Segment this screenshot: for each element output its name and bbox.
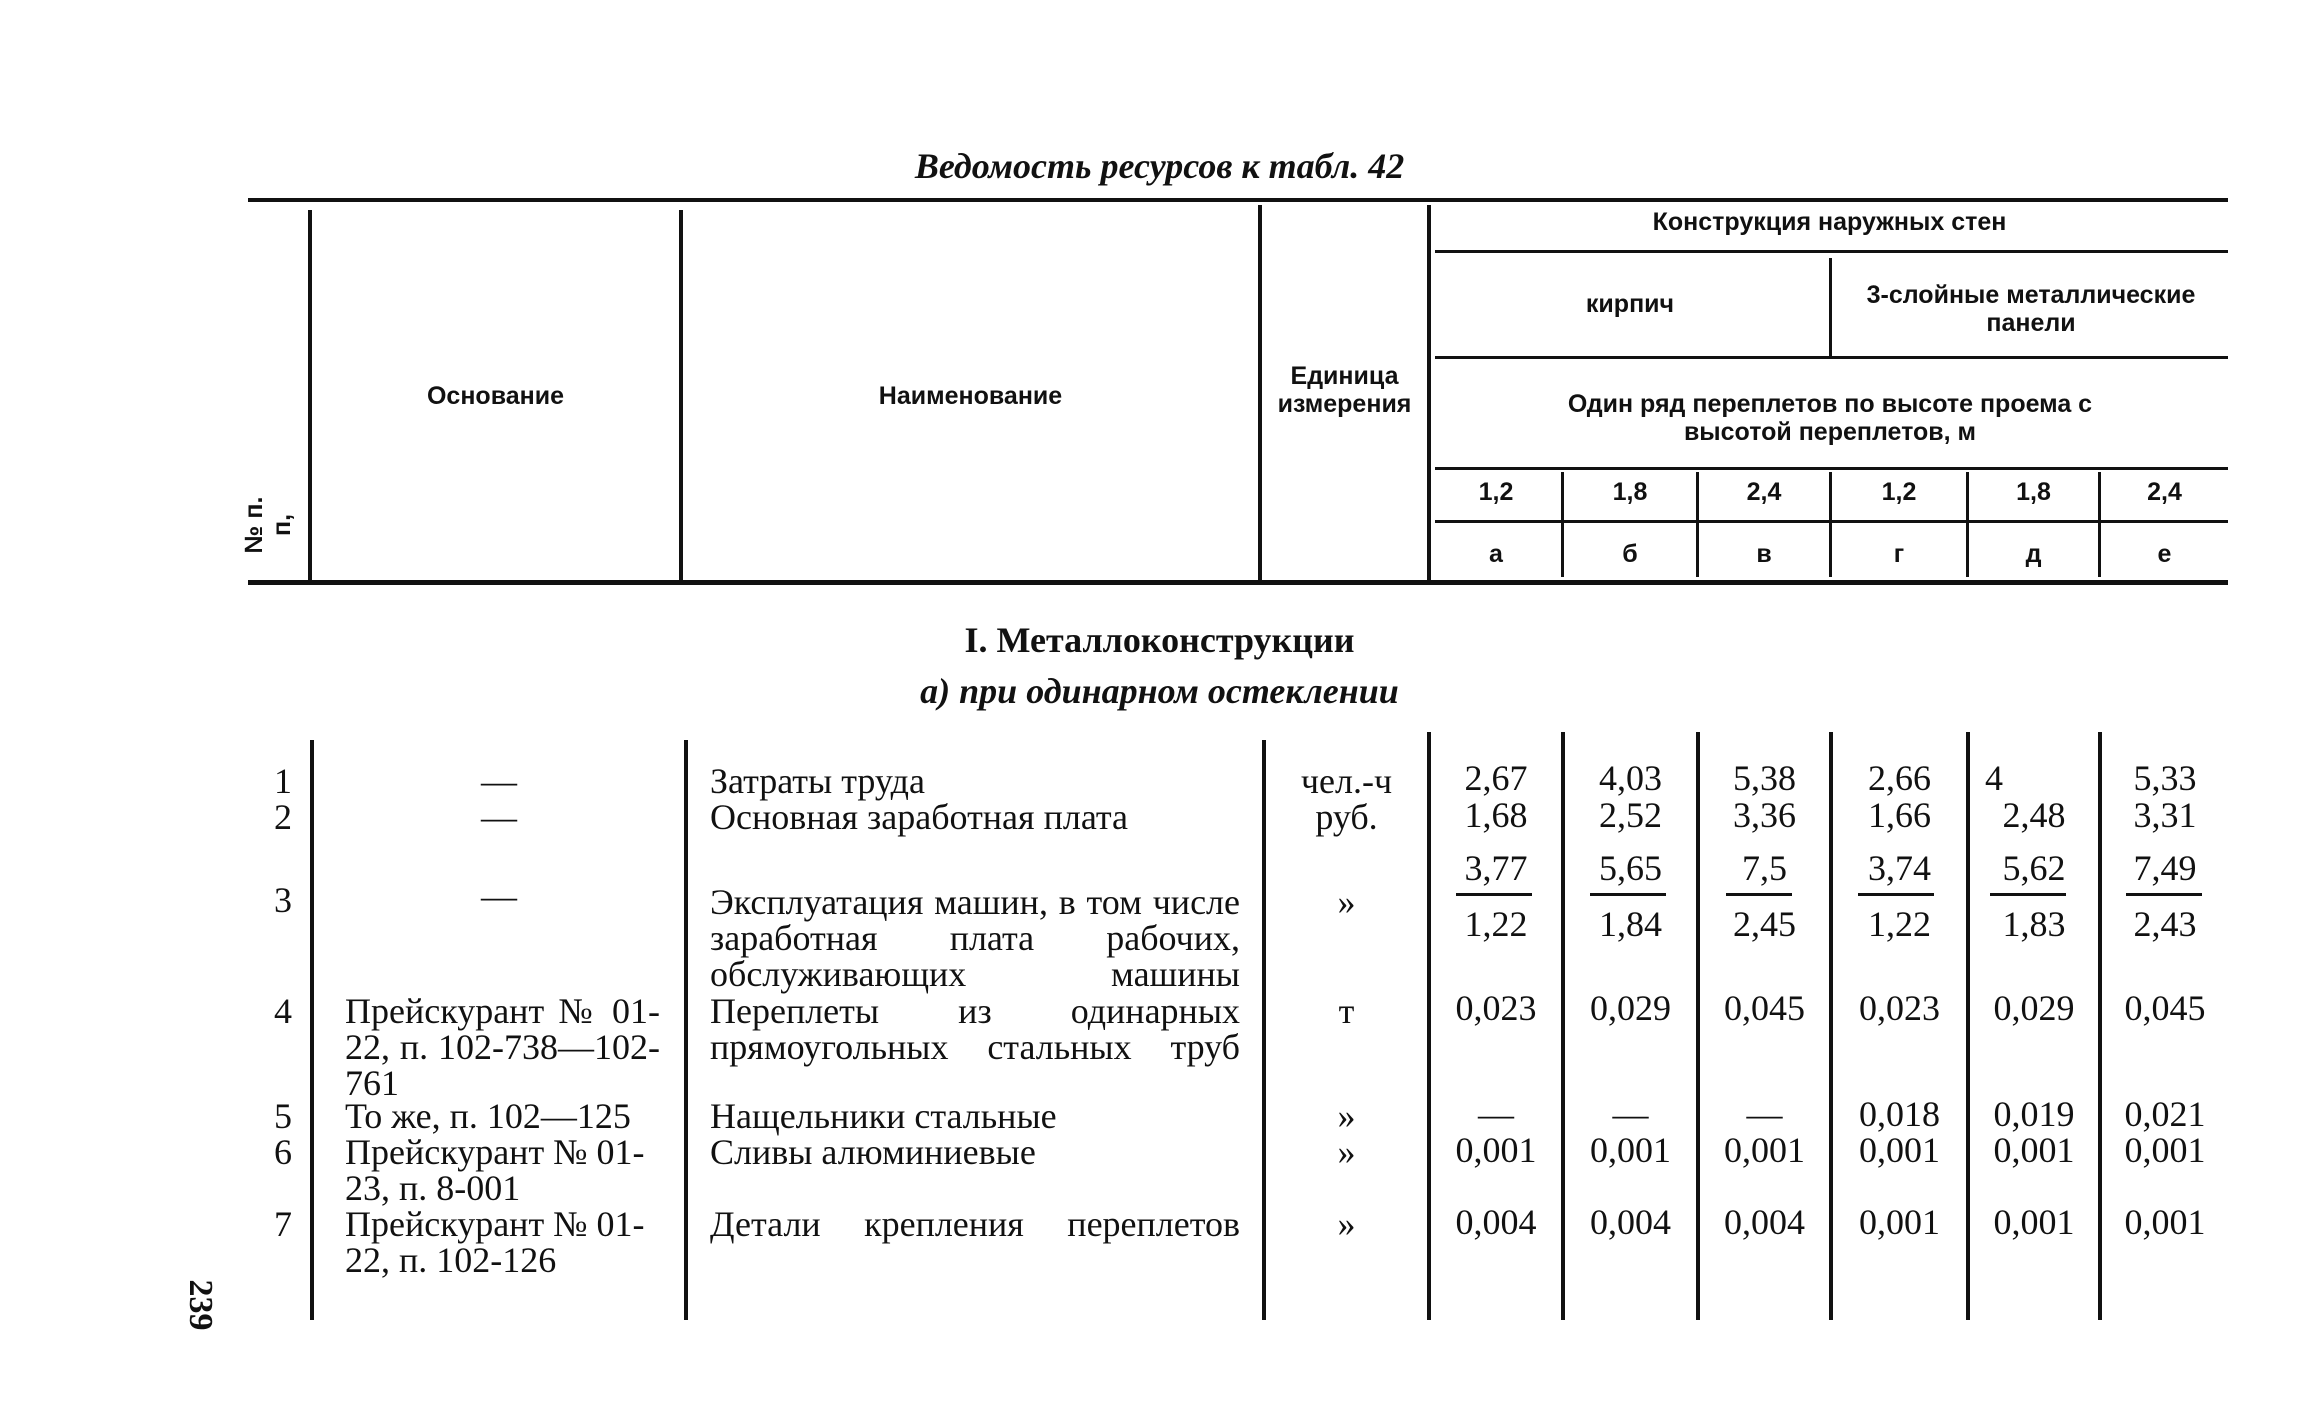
row-name: Нащельники стальные bbox=[710, 1096, 1057, 1136]
row-unit: т bbox=[1338, 991, 1355, 1031]
row-number: 4 bbox=[274, 991, 292, 1031]
column-letter: в bbox=[1756, 540, 1772, 568]
row-unit: » bbox=[1337, 1204, 1356, 1244]
row-value: 0,045 bbox=[1724, 988, 1805, 1028]
row-value: 7,49 bbox=[2133, 848, 2197, 888]
header-rule bbox=[1435, 356, 2228, 359]
row-value: 3,36 bbox=[1733, 795, 1796, 835]
row-subvalue: 1,22 bbox=[1464, 904, 1528, 944]
row-subvalue: 2,43 bbox=[2133, 904, 2197, 944]
header-top-rule bbox=[248, 198, 2228, 202]
header-number-label: № п. п, bbox=[240, 496, 296, 554]
row-value: 0,001 bbox=[1993, 1202, 2075, 1242]
row-number: 1 bbox=[274, 761, 292, 801]
row-value: 2,67 bbox=[1464, 758, 1528, 798]
row-value: 0,001 bbox=[1590, 1130, 1671, 1170]
height-label: 1,2 bbox=[1478, 478, 1514, 506]
row-value: 0,004 bbox=[1455, 1202, 1537, 1242]
row-value: 4 bbox=[1985, 758, 2003, 798]
row-basis: Прейскурант № 01-23, п. 8-001 bbox=[345, 1132, 645, 1208]
fraction-bar bbox=[1456, 893, 1532, 896]
header-number bbox=[240, 495, 300, 555]
row-value: 2,52 bbox=[1599, 795, 1662, 835]
header-rule bbox=[1435, 467, 2228, 470]
fraction-bar bbox=[2126, 893, 2202, 896]
row-value: 0,001 bbox=[2124, 1130, 2206, 1170]
column-letter: а bbox=[1489, 540, 1503, 568]
row-unit: чел.-ч bbox=[1300, 761, 1393, 801]
row-unit: » bbox=[1337, 882, 1356, 922]
header-name: Наименование bbox=[878, 382, 1063, 410]
row-value: 0,001 bbox=[2124, 1202, 2206, 1242]
row-number: 5 bbox=[274, 1096, 292, 1136]
fraction-bar bbox=[1590, 893, 1666, 896]
row-subvalue: 1,84 bbox=[1599, 904, 1662, 944]
header-rule bbox=[1435, 250, 2228, 253]
row-value: 2,66 bbox=[1868, 758, 1931, 798]
header-unit: Единица измерения bbox=[1277, 362, 1412, 418]
header-basis: Основание bbox=[426, 382, 565, 410]
subsection-title: а) при одинарном остеклении bbox=[920, 671, 1399, 711]
row-name: Переплеты из одинарных прямоугольных стальных труб bbox=[710, 991, 1240, 1067]
table-title: Ведомость ресурсов к табл. 42 bbox=[914, 146, 1405, 186]
row-value: 5,62 bbox=[2002, 848, 2066, 888]
header-divider bbox=[1427, 205, 1431, 580]
row-value: 3,77 bbox=[1464, 848, 1528, 888]
fraction-bar bbox=[1858, 893, 1934, 896]
row-subvalue: 1,83 bbox=[2002, 904, 2066, 944]
row-name: Детали крепления переплетов bbox=[710, 1204, 1240, 1244]
row-value: 0,045 bbox=[2124, 988, 2206, 1028]
row-value: 4,03 bbox=[1599, 758, 1662, 798]
row-value: 7,5 bbox=[1742, 848, 1787, 888]
row-value: — bbox=[1612, 1094, 1649, 1134]
row-name: Основная заработная плата bbox=[710, 797, 1129, 837]
column-letter: д bbox=[2025, 540, 2042, 568]
column-letter: г bbox=[1893, 540, 1905, 568]
header-divider bbox=[1829, 258, 1832, 356]
header-bottom-rule bbox=[248, 580, 2228, 585]
row-value: — bbox=[1478, 1094, 1514, 1134]
row-basis: Прейскурант № 01-22, п. 102-126 bbox=[345, 1204, 645, 1280]
row-name: Эксплуатация машин, в том числе заработная плата рабочих, обслуживающих машины bbox=[710, 882, 1240, 994]
column-letter: е bbox=[2157, 540, 2172, 568]
row-value: 0,029 bbox=[1590, 988, 1671, 1028]
row-value: 0,023 bbox=[1455, 988, 1537, 1028]
row-name: Сливы алюминиевые bbox=[710, 1132, 1036, 1172]
row-value: 0,001 bbox=[1993, 1130, 2075, 1170]
row-value: 2,48 bbox=[2002, 795, 2066, 835]
row-value: 0,001 bbox=[1859, 1202, 1940, 1242]
row-value: — bbox=[1746, 1094, 1783, 1134]
row-value: 0,029 bbox=[1993, 988, 2075, 1028]
row-number: 7 bbox=[274, 1204, 292, 1244]
page-number bbox=[170, 1275, 230, 1335]
row-value: 5,38 bbox=[1733, 758, 1796, 798]
fraction-bar bbox=[1726, 893, 1792, 896]
row-value: 0,001 bbox=[1859, 1130, 1940, 1170]
row-subvalue: 2,45 bbox=[1733, 904, 1796, 944]
row-value: 0,001 bbox=[1455, 1130, 1537, 1170]
row-value: 0,021 bbox=[2124, 1094, 2206, 1134]
row-value: 0,018 bbox=[1859, 1094, 1940, 1134]
row-basis: Прейскурант № 01-22, п. 102-738—102-761 bbox=[345, 991, 660, 1103]
row-name: Затраты труда bbox=[710, 761, 925, 801]
header-panels: 3-слойные металлические панели bbox=[1866, 281, 2196, 337]
height-label: 2,4 bbox=[1746, 478, 1782, 506]
row-basis: — bbox=[481, 876, 517, 916]
row-unit: » bbox=[1337, 1132, 1356, 1172]
row-value: 3,74 bbox=[1868, 848, 1931, 888]
height-label: 1,8 bbox=[1612, 478, 1648, 506]
row-value: 1,66 bbox=[1868, 795, 1931, 835]
column-letter: б bbox=[1622, 540, 1638, 568]
row-value: 5,33 bbox=[2133, 758, 2197, 798]
row-basis: — bbox=[481, 797, 517, 837]
row-subvalue: 1,22 bbox=[1868, 904, 1931, 944]
section-title: I. Металлоконструкции bbox=[964, 620, 1355, 660]
header-group-title: Конструкция наружных стен bbox=[1652, 208, 2007, 236]
row-value: 3,31 bbox=[2133, 795, 2197, 835]
header-row-desc: Один ряд переплетов по высоте проема с высотой переплетов, м bbox=[1567, 390, 2093, 446]
row-value: 1,68 bbox=[1464, 795, 1528, 835]
body-divider bbox=[684, 740, 688, 1320]
row-unit: » bbox=[1337, 1096, 1356, 1136]
row-number: 2 bbox=[274, 797, 292, 837]
header-brick: кирпич bbox=[1585, 290, 1675, 318]
height-label: 1,8 bbox=[2016, 478, 2051, 506]
page-number-label: 239 bbox=[182, 1279, 219, 1331]
row-value: 5,65 bbox=[1599, 848, 1662, 888]
height-label: 2,4 bbox=[2147, 478, 2182, 506]
row-value: 0,004 bbox=[1590, 1202, 1671, 1242]
row-value: 0,023 bbox=[1859, 988, 1940, 1028]
fraction-bar bbox=[1990, 893, 2066, 896]
row-number: 3 bbox=[274, 880, 292, 920]
row-number: 6 bbox=[274, 1132, 292, 1172]
row-basis: — bbox=[481, 761, 517, 801]
row-basis: То же, п. 102—125 bbox=[345, 1096, 631, 1136]
row-value: 0,001 bbox=[1724, 1130, 1805, 1170]
row-value: 0,019 bbox=[1993, 1094, 2075, 1134]
height-label: 1,2 bbox=[1881, 478, 1917, 506]
row-value: 0,004 bbox=[1724, 1202, 1805, 1242]
row-unit: руб. bbox=[1315, 797, 1378, 837]
